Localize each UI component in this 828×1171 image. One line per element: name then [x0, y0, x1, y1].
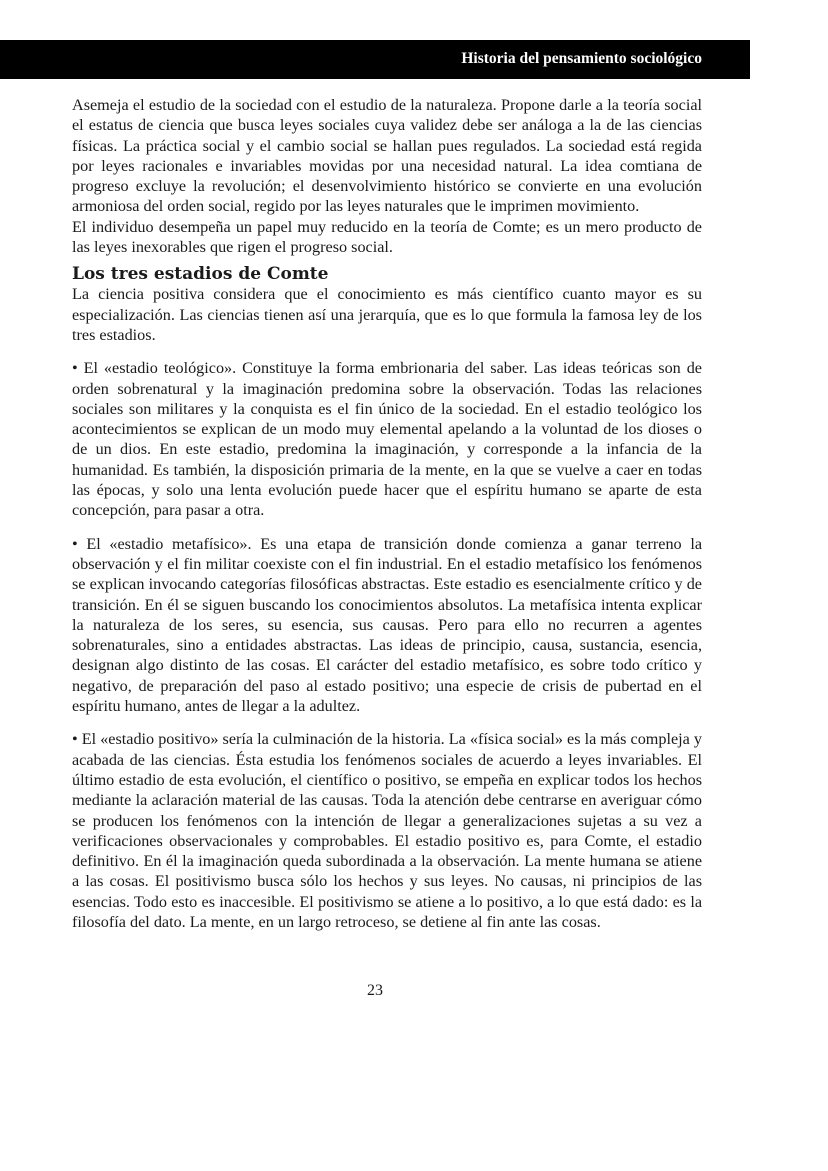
bullet-text-positivo: El «estadio positivo» sería la culminación de la historia. La «física social» es la más compleja y acabada de las ciencias. Ésta estudia los fenómenos sociales de acuerdo a leyes invariables. El último estadio de esta evolución, el científico o positivo, se empeña en explicar todos los hechos mediante la aclaración material de las causas. Toda la atención debe centrarse en averiguar cómo se producen los fenómenos con la intención de llegar a generalizaciones sujetas a su vez a verificaciones observacionales y comprobables. El estadio positivo es, para Comte, el estadio definitivo. En él la imaginación queda subordinada a la observación. La mente humana se atiene a las cosas. El positivismo busca sólo los hechos y sus leyes. No causas, ni principios de las esencias. Todo esto es inaccesible. El positivismo se atiene a lo positivo, a lo que está dado: es la filosofía del dato. La mente, en un largo retroceso, se detiene al fin ante las cosas. — [72, 730, 702, 931]
bullet-text-metafisico: El «estadio metafísico». Es una etapa de transición donde comienza a ganar terreno la observación y el fin militar coexiste con el fin industrial. En el estadio metafísico los fenómenos se explican invocando categorías filosóficas abstractas. Este estadio es esencialmente crítico y de transición. En él se siguen buscando los conocimientos absolutos. La metafísica intenta explicar la naturaleza de los seres, su esencia, sus causas. Pero para ello no recurren a agentes sobrenaturales, sino a entidades abstractas. Las ideas de principio, causa, sustancia, esencia, designan algo distinto de las cosas. El carácter del estadio metafísico, es sobre todo crítico y negativo, de preparación del paso al estado positivo; una especie de crisis de pubertad en el espíritu humano, antes de llegar a la adultez. — [72, 534, 702, 716]
bullet-estadio-metafisico — [72, 534, 702, 717]
page-content — [72, 95, 702, 932]
bullet-text-teologico: El «estadio teológico». Constituye la forma embrionaria del saber. Las ideas teóricas son de orden sobrenatural y la imaginación predomina sobre la observación. Todas las relaciones sociales son militares y la conquista es el fin único de la sociedad. En el estadio teológico los acontecimientos se explican de un modo muy elemental apelando a la voluntad de los dioses o de un dios. En este estadio, predomina la imaginación, y corresponde a la infancia de la humanidad. Es también, la disposición primaria de la mente, en la que se vuelve a caer en todas las épocas, y solo una lenta evolución puede hacer que el espíritu humano se aparte de esta concepción, para pasar a otra. — [72, 359, 702, 520]
bullet-marker: • — [72, 534, 78, 553]
bullet-marker: • — [72, 730, 78, 749]
intro-paragraph-1: Asemeja el estudio de la sociedad con el estudio de la naturaleza. Propone darle a la teoría social el estatus de ciencia que busca leyes sociales cuya validez debe ser análoga a la de las ciencias físicas. La práctica social y el cambio social se hallan pues regulados. La sociedad está regida por leyes racionales e invariables movidas por una necesidad natural. La idea comtiana de progreso excluye la revolución; el desenvolvimiento histórico se convierte en una evolución armoniosa del orden social, regido por las leyes naturales que le imprimen movimiento. — [72, 96, 702, 216]
intro-paragraph-2: El individuo desempeña un papel muy reducido en la teoría de Comte; es un mero producto de las leyes inexorables que rigen el progreso social. — [72, 217, 702, 257]
running-header-title: Historia del pensamiento sociológico — [461, 50, 702, 67]
page-number: 23 — [367, 982, 383, 999]
bullet-estadio-teologico — [72, 358, 702, 520]
bullet-marker: • — [72, 359, 78, 378]
running-header-bar — [0, 40, 750, 79]
bullet-estadio-positivo — [72, 729, 702, 932]
section-heading: Los tres estadios de Comte — [72, 264, 329, 285]
section-intro-paragraph: La ciencia positiva considera que el conocimiento es más científico cuanto mayor es su especialización. Las ciencias tienen así una jerarquía, que es lo que formula la famosa ley de los tres estadios. — [72, 285, 702, 344]
